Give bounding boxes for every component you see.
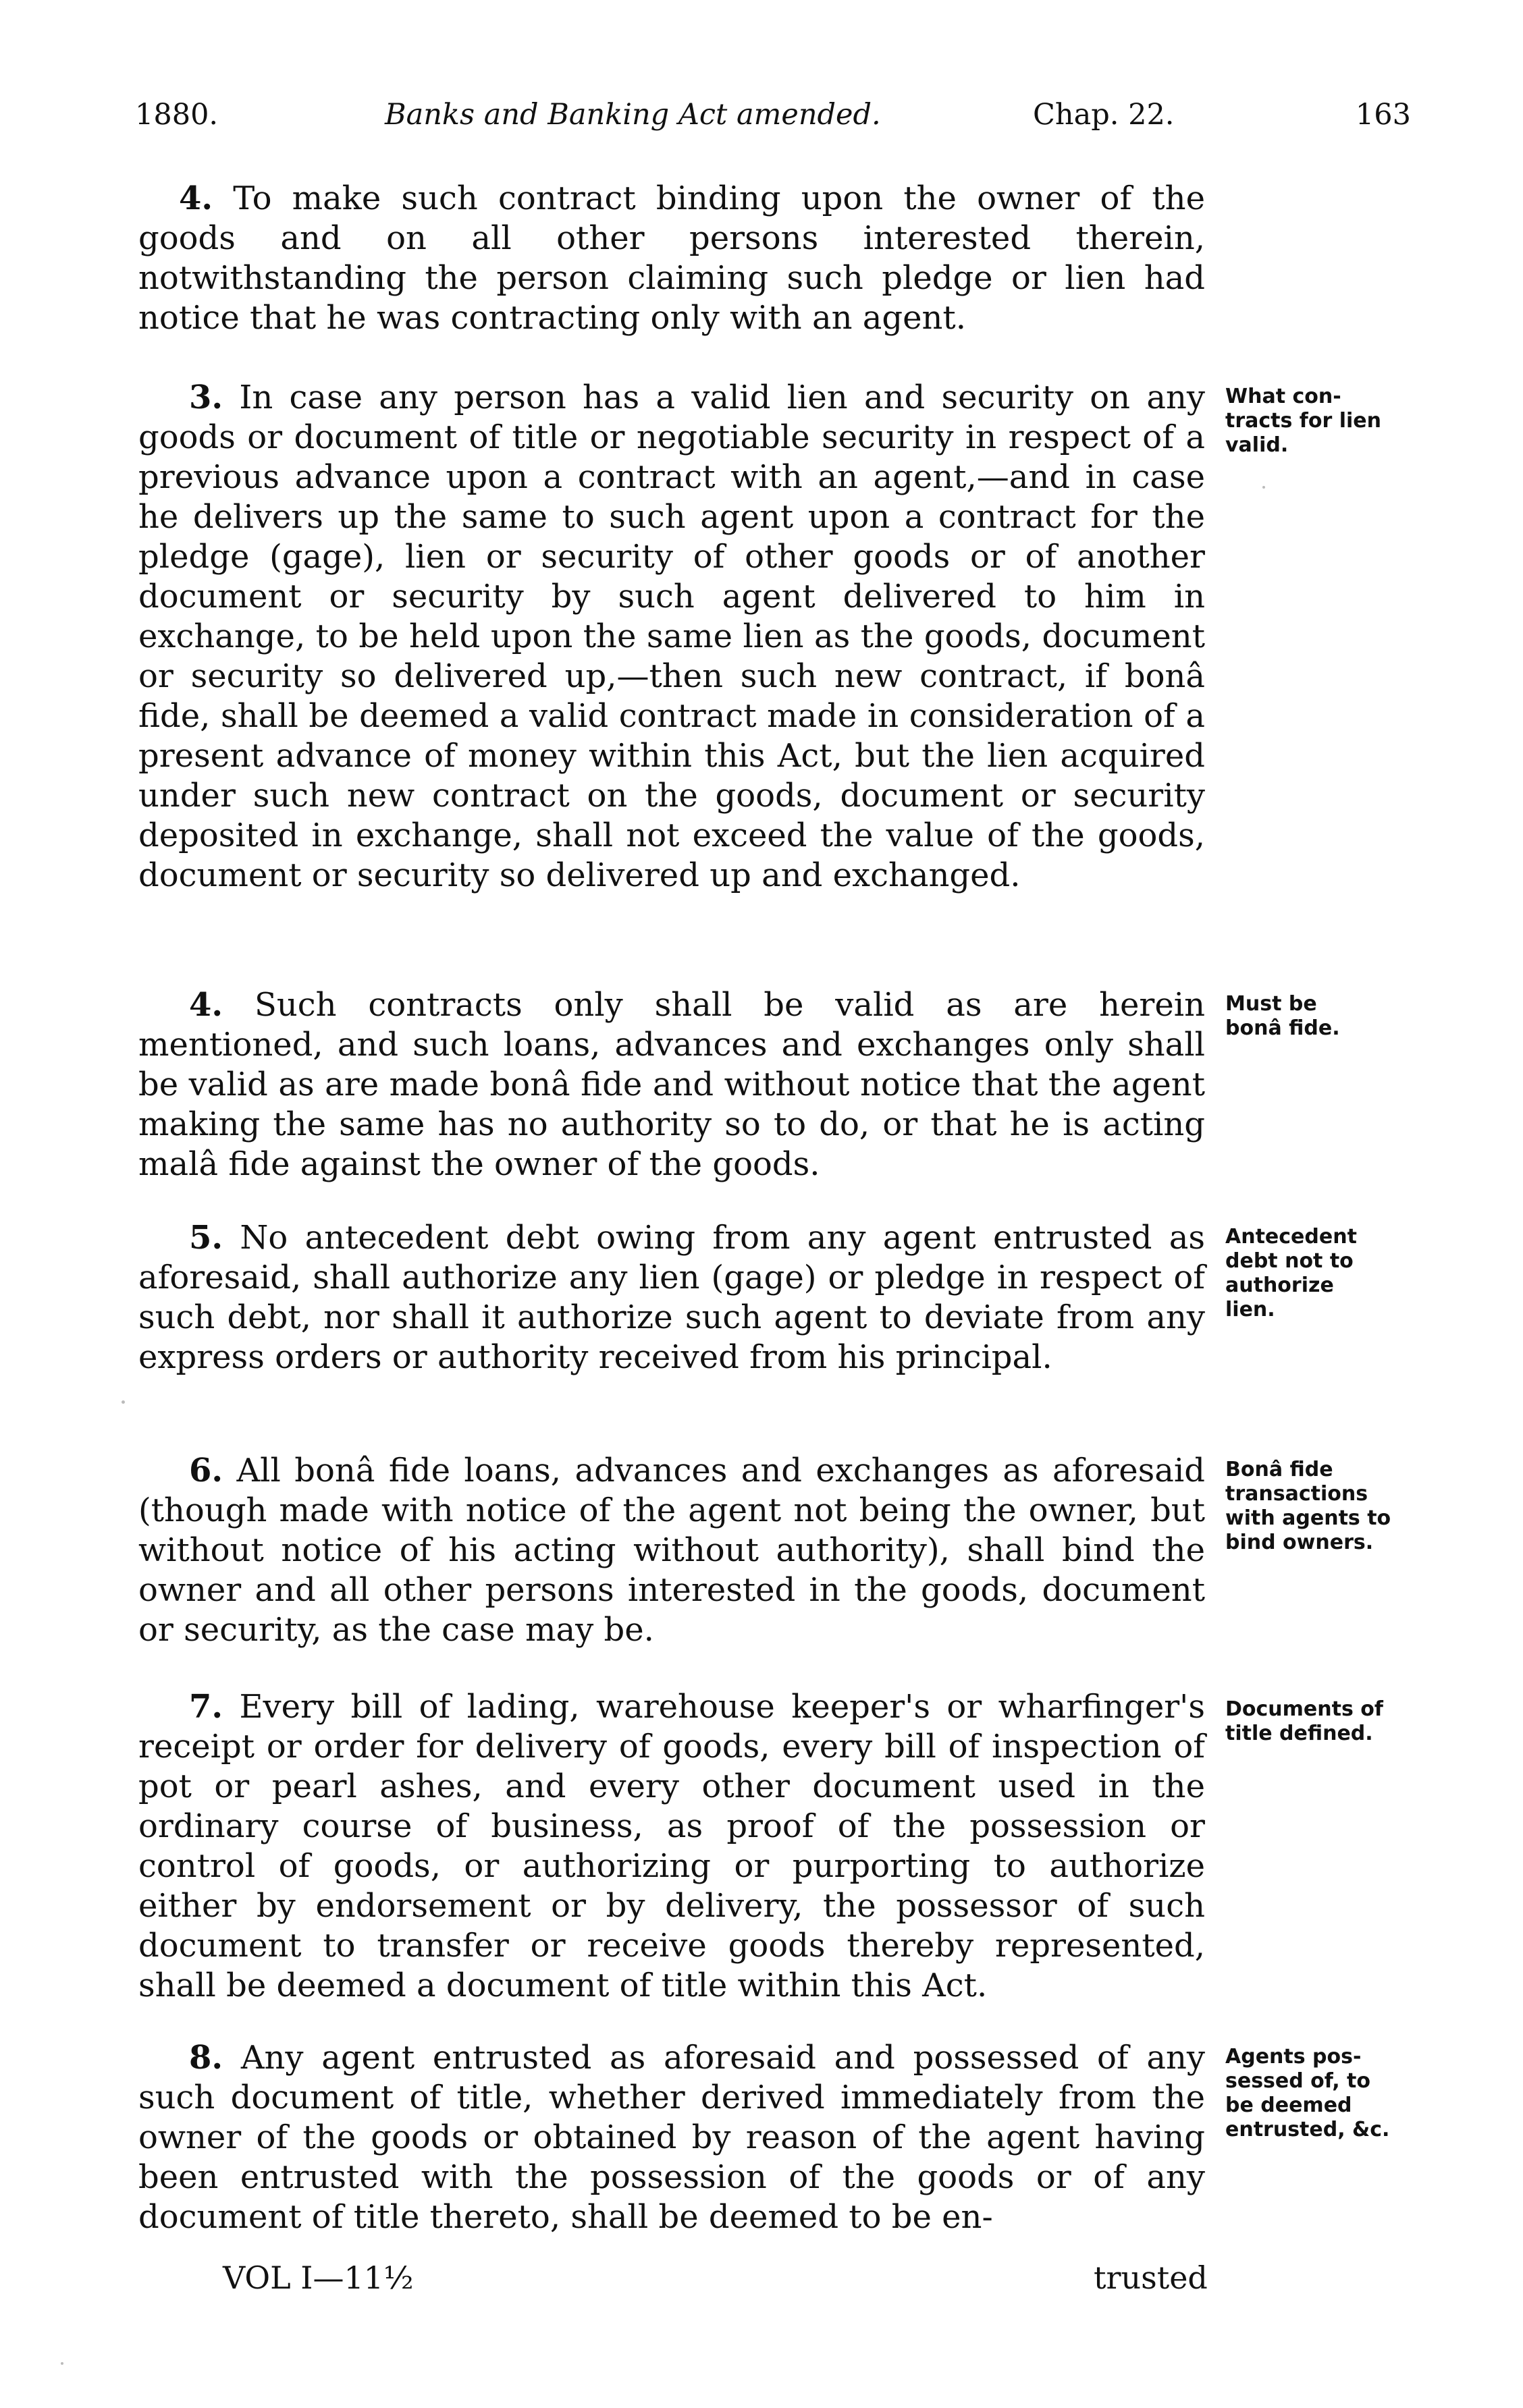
running-header (135, 94, 1411, 135)
paragraph-section-6 (138, 1451, 1205, 1650)
marginal-note-line: tracts for lien (1225, 409, 1381, 433)
marginal-note-line: lien. (1225, 1298, 1275, 1321)
marginal-note-antecedent-debt (1225, 1225, 1428, 1322)
signature-mark: VOL I—11½ (223, 2260, 414, 2296)
header-running-title: Banks and Banking Act amended. (385, 98, 881, 132)
marginal-note-line: sessed of, to (1225, 2069, 1370, 2093)
paragraph-section-5 (138, 1218, 1205, 1377)
paragraph-text: To make such contract binding upon the owner of the goods and on all other persons interested therein, notwithstanding the person claiming such pledge or lien had notice that he was contracting only with an agent. (138, 180, 1205, 337)
paragraph-section-3 (138, 378, 1205, 896)
scan-speck (122, 1400, 125, 1404)
paragraph-section-7 (138, 1687, 1205, 2006)
page-number: 163 (1355, 98, 1411, 132)
marginal-note-documents-of-title (1225, 1697, 1428, 1746)
scan-speck (1262, 486, 1265, 489)
marginal-note-what-contracts (1225, 385, 1428, 458)
marginal-note-line: debt not to (1225, 1249, 1354, 1273)
paragraph-text: Such contracts only shall be valid as are herein mentioned, and such loans, advances and exchanges only shall be valid as are made bonâ fide and without notice that the agent making the same has no authority so to do, or that he is acting malâ fide against the owner of the goods. (138, 986, 1206, 1183)
header-year: 1880. (135, 98, 219, 132)
marginal-note-line: Bonâ fide (1225, 1458, 1333, 1481)
paragraph-section-8 (138, 2038, 1205, 2237)
marginal-note-line: with agents to (1225, 1506, 1391, 1530)
marginal-note-agents-possessed (1225, 2045, 1428, 2142)
marginal-note-line: Agents pos- (1225, 2045, 1362, 2069)
marginal-note-line: valid. (1225, 433, 1289, 457)
scan-speck (61, 2362, 63, 2365)
marginal-note-line: transactions (1225, 1482, 1368, 1506)
paragraph-number: 4. (179, 180, 213, 217)
marginal-note-line: bind owners. (1225, 1531, 1374, 1554)
catchword: trusted (1094, 2260, 1208, 2296)
paragraph-number: 3. (189, 379, 223, 416)
paragraph-text: No antecedent debt owing from any agent entrusted as aforesaid, shall authorize any lien (gage) or pledge in respect of such debt, nor shall it authorize such agent to deviate from any express orders or authority received from his principal. (138, 1219, 1205, 1376)
page-footer (135, 2258, 1215, 2298)
paragraph-text: Every bill of lading, warehouse keeper's or wharfinger's receipt or order for delivery of goods, every bill of inspection of pot or pearl ashes, and every other document used in the ordinary course of business, as proof of the possession or control of goods, or authorizing or purporting to authorize either by endorsement or by delivery, the possessor of such document to transfer or receive goods thereby represented, shall be deemed a document of title within this Act. (138, 1688, 1205, 2004)
marginal-note-line: authorize (1225, 1274, 1334, 1297)
paragraph-number: 7. (189, 1688, 223, 1726)
paragraph-number: 8. (189, 2039, 223, 2077)
marginal-note-line: Must be (1225, 992, 1317, 1016)
paragraph-number: 4. (189, 986, 223, 1024)
paragraph-text: Any agent entrusted as aforesaid and possessed of any such document of title, whether derived immediately from the owner of the goods or obtained by reason of the agent having been entrusted with the possession of the goods or of any document of title thereto, shall be deemed to be en- (138, 2039, 1205, 2236)
marginal-note-line: be deemed (1225, 2094, 1352, 2117)
marginal-note-bona-fide (1225, 992, 1428, 1041)
marginal-note-line: Antecedent (1225, 1225, 1357, 1249)
paragraph-number: 5. (189, 1219, 223, 1257)
paragraph-section-4 (138, 985, 1205, 1184)
paragraph-sub-4 (138, 179, 1205, 338)
paragraph-number: 6. (189, 1452, 223, 1489)
marginal-note-line: title defined. (1225, 1722, 1373, 1745)
marginal-note-line: What con- (1225, 385, 1341, 408)
marginal-note-line: entrusted, &c. (1225, 2118, 1390, 2141)
header-chapter: Chap. 22. (1033, 98, 1175, 132)
marginal-note-line: bonâ fide. (1225, 1016, 1340, 1040)
paragraph-text: All bonâ fide loans, advances and exchanges as aforesaid (though made with notice of the agent not being the owner, but without notice of his acting without authority), shall bind the owner and all other persons interested in the goods, document or security, as the case may be. (138, 1452, 1205, 1649)
paragraph-text: In case any person has a valid lien and security on any goods or document of title or negotiable security in respect of a previous advance upon a contract with an agent,—and in case he delivers up the same to such agent upon a contract for the pledge (gage), lien or security of other goods or of another document or security by such agent delivered to him in exchange, to be held upon the same lien as the goods, document or security so delivered up,—then such new contract, if bonâ fide, shall be deemed a valid contract made in consideration of a present advance of money within this Act, but the lien acquired under such new contract on the goods, document or security deposited in exchange, shall not exceed the value of the goods, document or security so delivered up and exchanged. (138, 379, 1205, 894)
marginal-note-line: Documents of (1225, 1697, 1383, 1721)
marginal-note-bona-fide-transactions (1225, 1458, 1428, 1555)
